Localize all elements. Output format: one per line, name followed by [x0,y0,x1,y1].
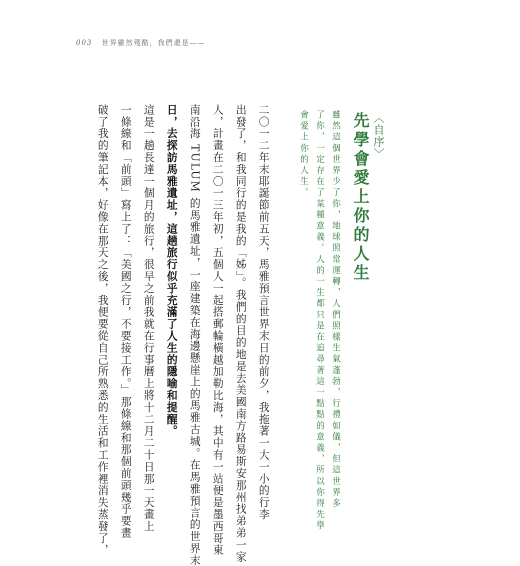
section-title: 先學會愛上你的人生 [351,112,370,283]
body-line: 破了我的筆記本，好像在那天之後，我便要從自己所熟悉的生活和工作裡消失蒸發了， [96,104,110,557]
body-line: 出發了，和我同行的是我的「姊」。我們的目的地是去美國南方路易斯安那州找弟弟一家 [234,104,248,563]
epigraph-line: 了你，一定存在了某種意義。人的一生都只是在追尋著這一點點的意義，所以你得先學 [314,110,325,532]
body-line: 這是一趟長達一個月的旅行，很早之前我就在行事曆上將十二月二十日那一天畫上 [142,104,156,533]
page-number: 003 [76,39,93,47]
body-line: 二〇一二年末耶誕節前五天，馬雅預言世界末日的前夕，我拖著一大一小的行李 [257,104,271,521]
body-line: 南沿海 TULUM 的馬雅遺址，一座建築在海邊懸崖上的馬雅古城。在馬雅預言的世界末 [188,104,202,566]
body-line: 一條線和「前頭」寫上了：「美國之行，不要接工作。」那條線和那個前頭幾乎要畫 [119,104,133,539]
running-head [76,38,206,48]
body-line: 人，計畫在二〇一三年初，五個人一起搭郵輪橫越加勒比海，其中有一站便是墨西哥東 [211,104,225,557]
running-head-title: 世界雖然殘酷，我們還是—— [101,39,206,47]
epigraph-line: 會愛上你的人生。 [298,110,309,199]
epigraph-line: 雖然這個世界少了你，地球照常運轉，人們照樣生氣蓬勃，行禮如儀，但這世界多 [330,110,341,510]
section-label: 〈自序〉 [372,112,385,160]
body-line-emphasis: 日，去探訪馬雅遺址，這趟旅行似乎充滿了人生的隱喻和提醒。 [165,104,179,438]
